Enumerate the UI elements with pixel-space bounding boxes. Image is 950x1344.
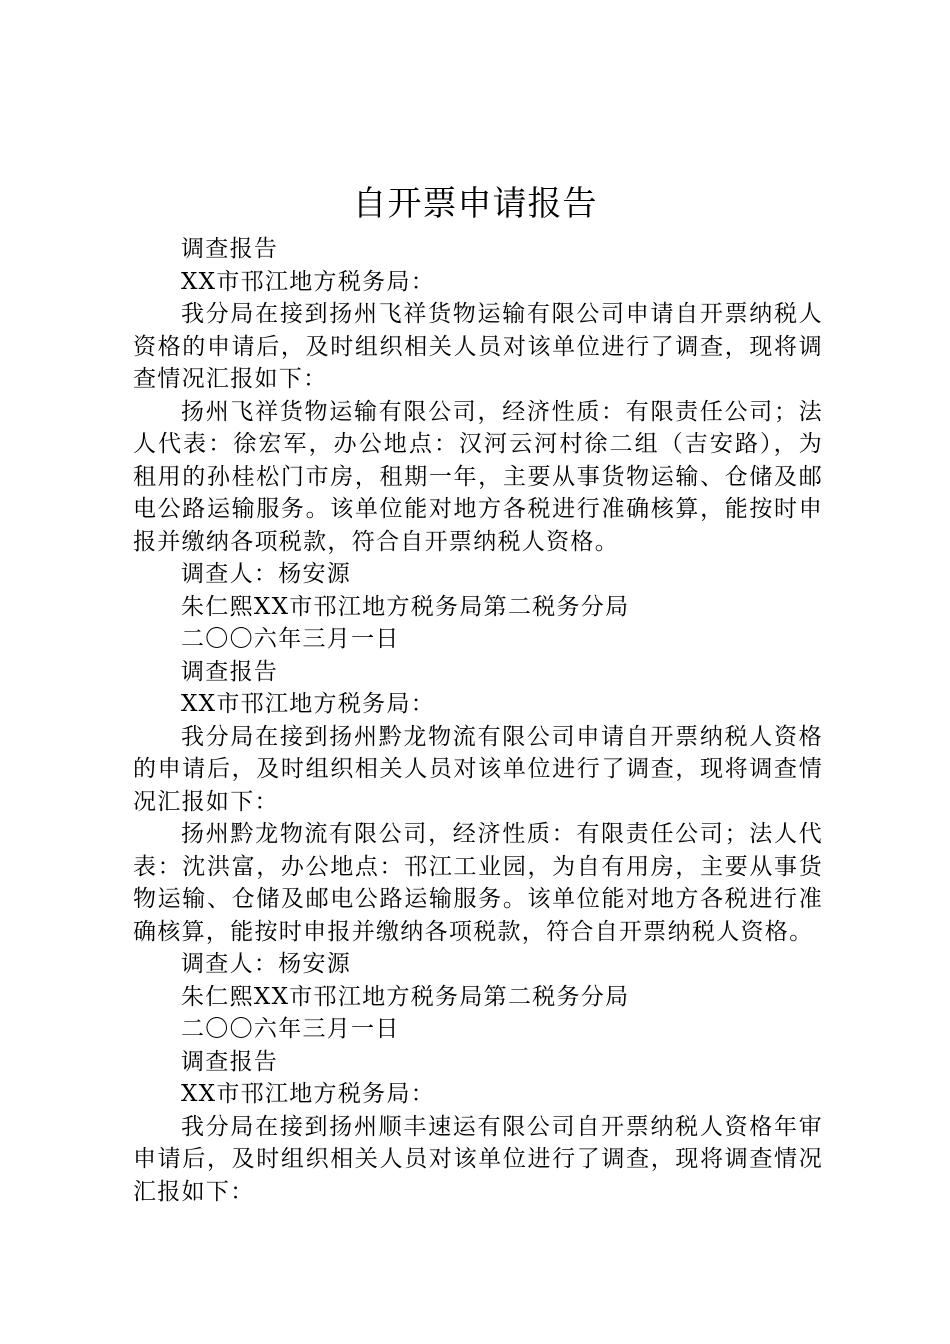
paragraph-3: 我分局在接到扬州飞祥货物运输有限公司申请自开票纳税人资格的申请后，及时组织相关人员对该单位进行了调查，现将调查情况汇报如下： — [133, 301, 823, 392]
document-body — [133, 233, 823, 1208]
paragraph-11: 扬州黔龙物流有限公司，经济性质：有限责任公司；法人代表：沈洪富，办公地点：邗江工业园，为自有用房，主要从事货物运输、仓储及邮电公路运输服务。该单位能对地方各税进行准确核算，能按时申报并缴纳各项税款，符合自开票纳税人资格。 — [133, 821, 823, 945]
paragraph-9: XX市邗江地方税务局： — [181, 691, 436, 717]
paragraph-13: 朱仁熙XX市邗江地方税务局第二税务分局 — [181, 983, 630, 1010]
paragraph-8: 调查报告 — [181, 658, 279, 685]
paragraph-12: 调查人：杨安源 — [181, 951, 352, 977]
paragraph-15: 调查报告 — [181, 1048, 279, 1075]
paragraph-2: XX市邗江地方税务局： — [181, 268, 436, 295]
paragraph-7: 二〇〇六年三月一日 — [181, 626, 400, 652]
paragraph-16: XX市邗江地方税务局： — [181, 1081, 436, 1107]
paragraph-1: 调查报告 — [181, 236, 279, 262]
paragraph-4: 扬州飞祥货物运输有限公司，经济性质：有限责任公司；法人代表：徐宏军，办公地点：汉河云河村徐二组（吉安路），为租用的孙桂松门市房，租期一年，主要从事货物运输、仓储及邮电公路运输服务。该单位能对地方各税进行准确核算，能按时申报并缴纳各项税款，符合自开票纳税人资格。 — [133, 398, 823, 555]
document-title: 自开票申请报告 — [352, 184, 598, 224]
paragraph-14: 二〇〇六年三月一日 — [181, 1016, 400, 1042]
paragraph-5: 调查人：杨安源 — [181, 561, 352, 587]
paragraph-10: 我分局在接到扬州黔龙物流有限公司申请自开票纳税人资格的申请后，及时组织相关人员对该单位进行了调查，现将调查情况汇报如下： — [133, 723, 823, 815]
paragraph-6: 朱仁熙XX市邗江地方税务局第二税务分局 — [181, 593, 630, 620]
paragraph-17: 我分局在接到扬州顺丰速运有限公司自开票纳税人资格年审申请后，及时组织相关人员对该单位进行了调查，现将调查情况汇报如下： — [133, 1113, 823, 1205]
